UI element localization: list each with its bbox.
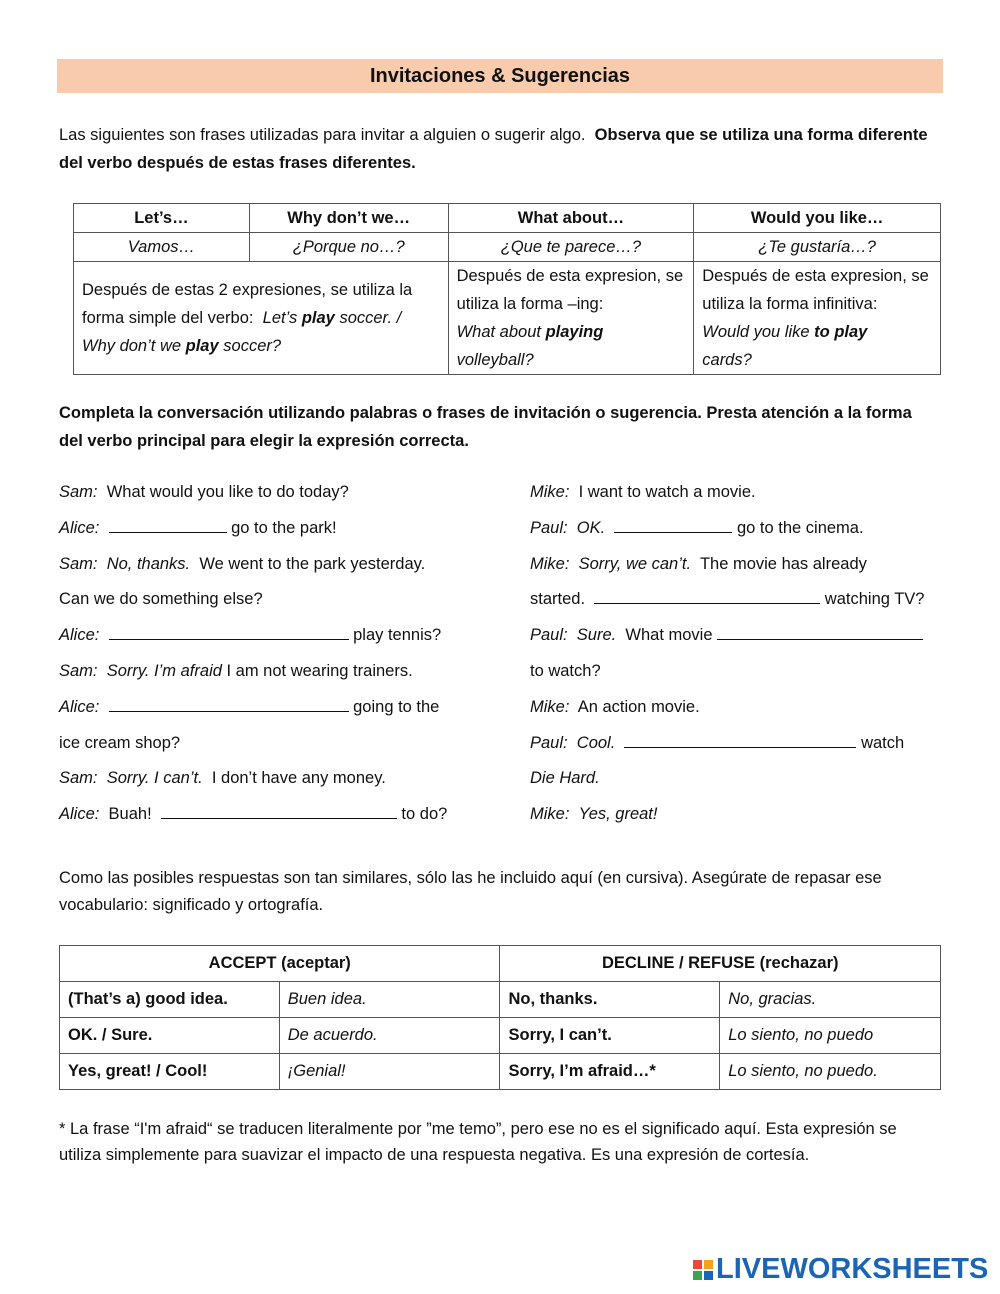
dialogue-line: Paul: OK. go to the cinema. (530, 514, 950, 550)
answer-blank[interactable] (594, 585, 820, 604)
answer-blank[interactable] (109, 693, 349, 712)
intro-text: Las siguientes son frases utilizadas para invitar a alguien o sugerir algo. (59, 126, 586, 144)
dialogue-right (530, 478, 950, 836)
header-lets: Let’s… (74, 204, 250, 233)
intro-paragraph (59, 121, 939, 177)
dialogue-line: ice cream shop? (59, 733, 181, 752)
dialogue-line: started. watching TV? (530, 585, 950, 621)
description-ing-form: Después de esta expresion, se utiliza la forma –ing: What about playing volleyball? (448, 262, 694, 375)
answer-blank[interactable] (161, 800, 397, 819)
answer-blank[interactable] (109, 514, 227, 533)
intro-bold-text: Observa que se utiliza una forma diferente del verbo después de estas frases diferentes. (59, 126, 928, 172)
dialogue-line: Paul: Cool. watch (530, 729, 950, 765)
accept-header: ACCEPT (aceptar) (60, 946, 500, 982)
translation-would-you-like: ¿Te gustaría…? (694, 233, 941, 262)
answer-blank[interactable] (614, 514, 732, 533)
logo-text: LIVEWORKSHEETS (716, 1253, 989, 1285)
dialogue-line: Sam: No, thanks. We went to the park yesterday. (59, 554, 426, 573)
description-infinitive-form: Después de esta expresion, se utiliza la forma infinitiva: Would you like to play cards? (694, 262, 941, 375)
translation-what-about: ¿Que te parece…? (448, 233, 694, 262)
dialogue-line: Can we do something else? (59, 590, 263, 609)
dialogue-line: Mike: Yes, great! (530, 805, 658, 824)
dialogue-line: Alice: play tennis? (59, 621, 479, 657)
table-row: (That’s a) good idea. Buen idea. No, thanks. No, gracias. (60, 982, 941, 1018)
footnote: * La frase “I'm afraid“ se traducen literalmente por ”me temo”, pero ese no es el significado aquí. Esta expresión se utiliza simplemente para suavizar el impacto de una respuesta negativa. Es una expresión de cortesía. (59, 1120, 897, 1164)
liveworksheets-logo-icon (693, 1260, 713, 1280)
translation-why-dont-we: ¿Porque no…? (249, 233, 448, 262)
header-would-you-like: Would you like… (694, 204, 941, 233)
dialogue-line: Mike: Sorry, we can’t. The movie has already (530, 554, 867, 573)
dialogue-line: Alice: go to the park! (59, 514, 479, 550)
header-what-about: What about… (448, 204, 694, 233)
answer-blank[interactable] (717, 621, 923, 640)
table-row: Yes, great! / Cool! ¡Genial! Sorry, I’m afraid…* Lo siento, no puedo. (60, 1054, 941, 1090)
dialogue-line: Alice: going to the (59, 693, 479, 729)
answer-blank[interactable] (109, 621, 349, 640)
page-title: Invitaciones & Sugerencias (57, 59, 943, 93)
header-why-dont-we: Why don’t we… (249, 204, 448, 233)
dialogue-line: Mike: An action movie. (530, 697, 700, 716)
dialogue-line: Alice: Buah! to do? (59, 800, 479, 836)
instructions: Completa la conversación utilizando palabras o frases de invitación o sugerencia. Presta atención a la forma del verbo principal para elegir la expresión correcta. (59, 404, 912, 450)
dialogue-line: Sam: Sorry. I’m afraid I am not wearing trainers. (59, 661, 413, 680)
decline-header: DECLINE / REFUSE (rechazar) (500, 946, 941, 982)
table-row: OK. / Sure. De acuerdo. Sorry, I can’t. Lo siento, no puedo (60, 1018, 941, 1054)
vocabulary-note: Como las posibles respuestas son tan similares, sólo las he incluido aquí (en cursiva). Asegúrate de repasar ese vocabulario: significado y ortografía. (59, 869, 882, 914)
responses-table (59, 945, 941, 1090)
dialogue-line: Sam: What would you like to do today? (59, 483, 349, 501)
dialogue-line: Mike: I want to watch a movie. (530, 483, 756, 501)
dialogue-line: Die Hard. (530, 769, 600, 788)
expressions-table (73, 203, 941, 375)
description-simple-form: Después de estas 2 expresiones, se utiliza la forma simple del verbo: Let’s play soccer. / Why don’t we play soccer? (74, 262, 449, 375)
liveworksheets-logo[interactable] (693, 1253, 988, 1286)
dialogue-line: Sam: Sorry. I can’t. I don’t have any money. (59, 769, 386, 788)
answer-blank[interactable] (624, 729, 856, 748)
dialogue-line: to watch? (530, 661, 601, 680)
dialogue-left (59, 478, 479, 836)
translation-lets: Vamos… (74, 233, 250, 262)
dialogue-line: Paul: Sure. What movie (530, 621, 950, 657)
